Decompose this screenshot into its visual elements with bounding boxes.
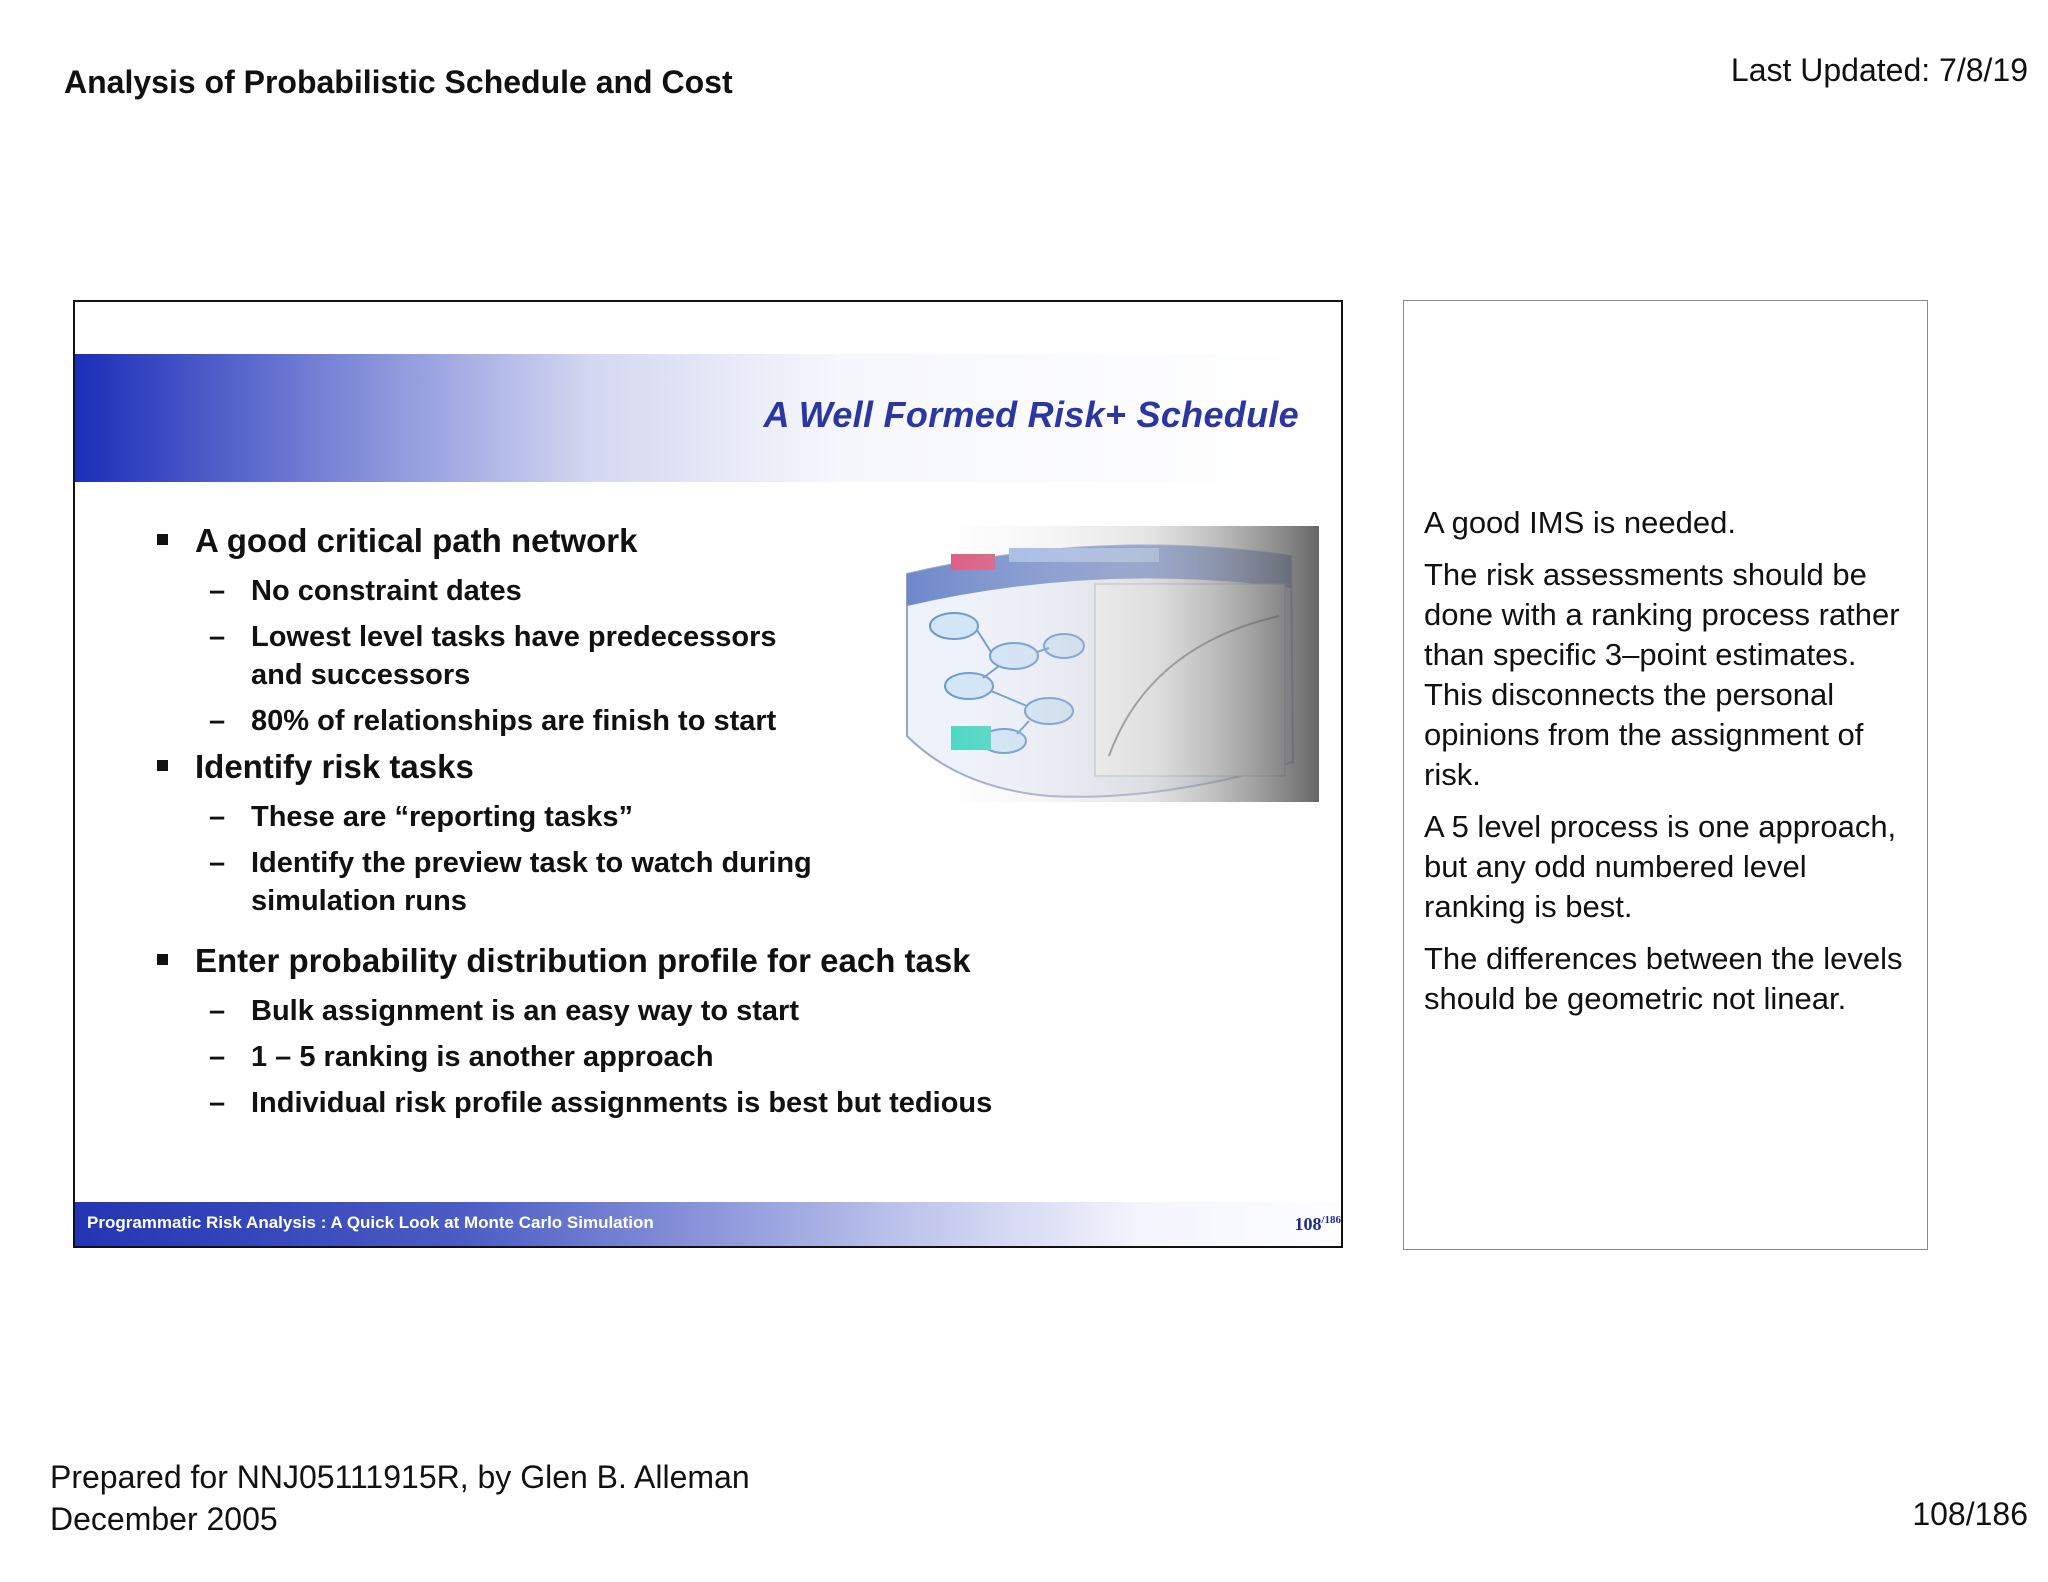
last-updated: Last Updated: 7/8/19 (1730, 52, 2028, 88)
prepared-date: December 2005 (50, 1501, 278, 1537)
notes-body (1424, 503, 1914, 1031)
sub-bullet: – These are “reporting tasks” (153, 798, 1273, 836)
sub-bullet: – Lowest level tasks have predecessors and successors (153, 618, 811, 694)
bullet-probability-profile: Enter probability distribution profile for each task (153, 942, 1273, 980)
notes-paragraph: The differences between the levels should be geometric not linear. (1424, 941, 1903, 1016)
page-number: 108/186 (1912, 1496, 2028, 1532)
notes-paragraph: The risk assessments should be done with a ranking process rather than specific 3–point estimates. This disconnects the personal opinions from the assignment of risk. (1424, 557, 1900, 792)
notes-paragraph: A good IMS is needed. (1424, 505, 1736, 540)
slide-page-number: $108^{/186}$ (1294, 1214, 1341, 1234)
slide-title: A Well Formed Risk+ Schedule (763, 394, 1299, 435)
prepared-by (50, 1456, 750, 1540)
sub-bullet: – Individual risk profile assignments is best but tedious (153, 1084, 1273, 1122)
bullet-critical-path: A good critical path network (153, 522, 1273, 560)
slide-footer-bar (75, 1202, 1343, 1246)
bullet-risk-tasks: Identify risk tasks (153, 748, 1273, 786)
prepared-line: Prepared for NNJ05111915R, by Glen B. Alleman (50, 1459, 750, 1495)
notes-paragraph: A 5 level process is one approach, but any odd numbered level ranking is best. (1424, 809, 1897, 924)
sub-bullet: – 80% of relationships are finish to start (153, 702, 1273, 740)
speaker-notes-panel (1403, 300, 1928, 1250)
sub-bullet: – Bulk assignment is an easy way to start (153, 992, 1273, 1030)
slide-thumbnail (73, 300, 1343, 1248)
sub-bullet: – Identify the preview task to watch during simulation runs (153, 844, 851, 920)
schedule-screenshot-image (899, 526, 1319, 802)
sub-bullet: – 1 – 5 ranking is another approach (153, 1038, 1273, 1076)
slide-footer-text: Programmatic Risk Analysis : A Quick Look at Monte Carlo Simulation (87, 1213, 654, 1232)
page-title: Analysis of Probabilistic Schedule and Cost (64, 64, 733, 100)
sub-bullet: – No constraint dates (153, 572, 1273, 610)
